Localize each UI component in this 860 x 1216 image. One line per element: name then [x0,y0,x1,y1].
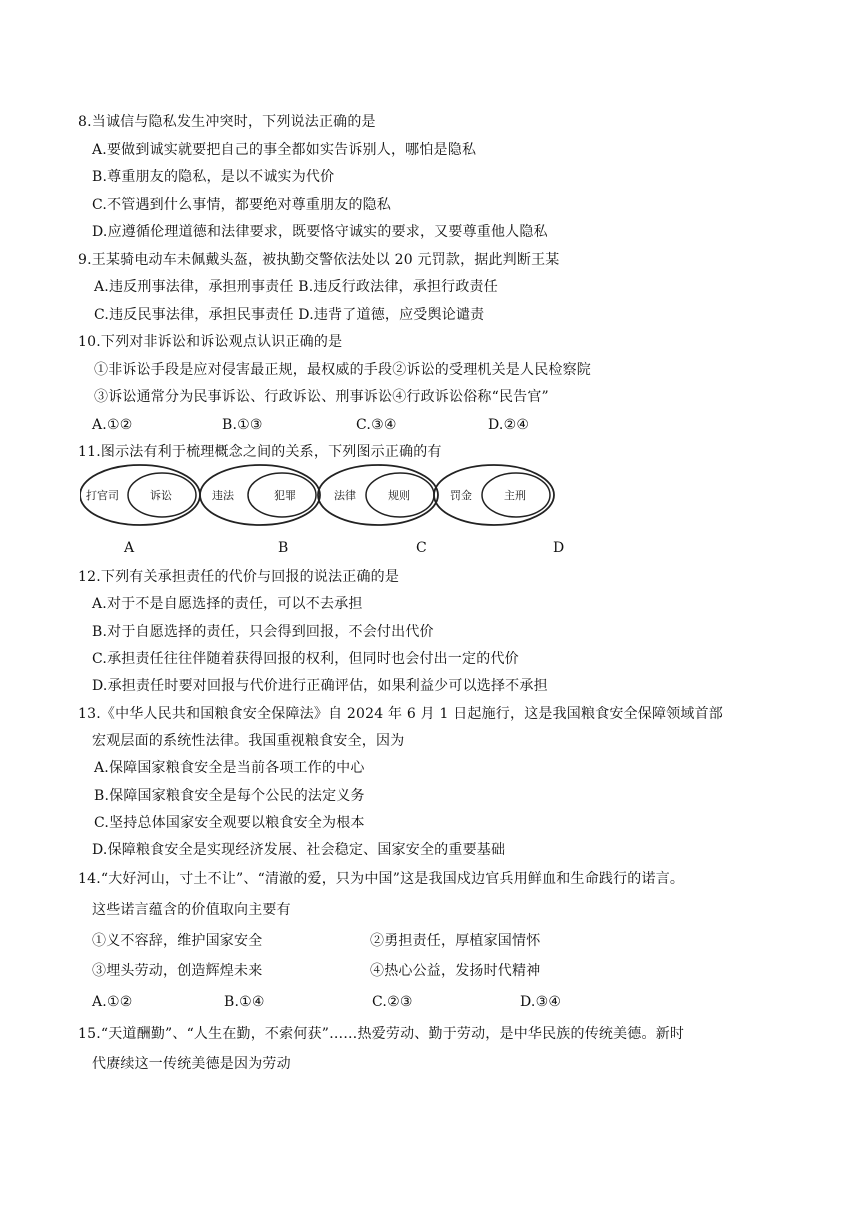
question-12-stem: 12.下列有关承担责任的代价与回报的说法正确的是 [78,569,400,585]
question-10-option-b: B.①③ [222,417,263,433]
question-14-statement-2: ②勇担责任，厚植家国情怀 [370,933,541,949]
question-14-option-b: B.①④ [224,994,265,1010]
diagram-c-outer-label: 法律 [334,489,356,502]
question-12-option-d: D.承担责任时要对回报与代价进行正确评估，如果利益少可以选择不承担 [92,678,548,694]
question-15-stem-cont: 代赓续这一传统美德是因为劳动 [92,1056,291,1072]
question-12-option-b: B.对于自愿选择的责任，只会得到回报，不会付出代价 [92,624,434,640]
concept-diagrams [80,462,560,532]
question-9-options-cd: C.违反民事法律，承担民事责任 D.违背了道德，应受舆论谴责 [94,307,485,323]
diagram-d-inner-label: 主刑 [504,489,526,502]
question-14-option-d: D.③④ [520,994,562,1010]
diagram-d [434,465,554,525]
question-8-option-d: D.应遵循伦理道德和法律要求，既要恪守诚实的要求，又要尊重他人隐私 [92,224,548,240]
question-11-stem: 11.图示法有利于梳理概念之间的关系，下列图示正确的有 [78,444,442,460]
question-14-option-a: A.①② [92,994,133,1010]
question-14-statement-1: ①义不容辞，维护国家安全 [92,933,263,949]
diagram-c [318,465,438,525]
question-12-option-c: C.承担责任往往伴随着获得回报的权利，但同时也会付出一定的代价 [92,651,519,667]
diagram-b-letter: B [278,540,289,556]
question-14-statement-4: ④热心公益，发扬时代精神 [370,963,541,979]
question-12-option-a: A.对于不是自愿选择的责任，可以不去承担 [92,596,363,612]
question-13-option-d: D.保障粮食安全是实现经济发展、社会稳定、国家安全的重要基础 [92,842,506,858]
question-14-statement-3: ③埋头劳动，创造辉煌未来 [92,963,263,979]
diagram-b [200,465,320,525]
question-14-stem-cont: 这些诺言蕴含的价值取向主要有 [92,902,291,918]
diagram-c-inner-label: 规则 [388,489,410,502]
diagram-d-outer-label: 罚金 [450,489,472,502]
diagram-a [80,465,200,525]
diagram-c-letter: C [416,540,427,556]
question-13-option-a: A.保障国家粮食安全是当前各项工作的中心 [94,760,365,776]
question-8-option-a: A.要做到诚实就要把自己的事全都如实告诉别人，哪怕是隐私 [92,142,477,158]
question-10-option-d: D.②④ [488,417,530,433]
concept-diagrams-svg [80,462,560,528]
diagram-a-outer-label: 打官司 [86,489,119,502]
question-10-option-c: C.③④ [356,417,397,433]
question-15-stem: 15.“天道酬勤”、“人生在勤，不索何获”……热爱劳动、勤于劳动，是中华民族的传统美德。新时 [78,1026,685,1042]
question-14-stem: 14.“大好河山，寸土不让”、“清澈的爱，只为中国”这是我国戍边官兵用鲜血和生命践行的诺言。 [78,871,685,887]
question-8-option-c: C.不管遇到什么事情，都要绝对尊重朋友的隐私 [92,197,392,213]
diagram-d-letter: D [553,540,565,556]
question-14-option-c: C.②③ [372,994,413,1010]
diagram-b-inner-label: 犯罪 [274,489,296,502]
question-13-option-b: B.保障国家粮食安全是每个公民的法定义务 [94,788,365,804]
question-13-stem-cont: 宏观层面的系统性法律。我国重视粮食安全，因为 [92,733,405,749]
question-10-stem: 10.下列对非诉讼和诉讼观点认识正确的是 [78,334,343,350]
question-13-stem: 13.《中华人民共和国粮食安全保障法》自 2024 年 6 月 1 日起施行，这是我国粮食安全保障领域首部 [78,706,724,722]
question-13-option-c: C.坚持总体国家安全观要以粮食安全为根本 [94,815,365,831]
diagram-b-outer-label: 违法 [212,489,234,502]
diagram-a-letter: A [124,540,135,556]
diagram-a-inner-label: 诉讼 [150,489,172,502]
question-10-statements-1: ①非诉讼手段是应对侵害最正规，最权威的手段②诉讼的受理机关是人民检察院 [94,362,591,378]
question-9-options-ab: A.违反刑事法律，承担刑事责任 B.违反行政法律，承担行政责任 [94,279,498,295]
question-10-option-a: A.①② [92,417,133,433]
question-8-stem: 8.当诚信与隐私发生冲突时，下列说法正确的是 [78,114,376,130]
question-8-option-b: B.尊重朋友的隐私，是以不诚实为代价 [92,169,335,185]
question-9-stem: 9.王某骑电动车未佩戴头盔，被执勤交警依法处以 20 元罚款，据此判断王某 [78,252,560,268]
question-10-statements-2: ③诉讼通常分为民事诉讼、行政诉讼、刑事诉讼④行政诉讼俗称“民告官” [94,389,549,405]
